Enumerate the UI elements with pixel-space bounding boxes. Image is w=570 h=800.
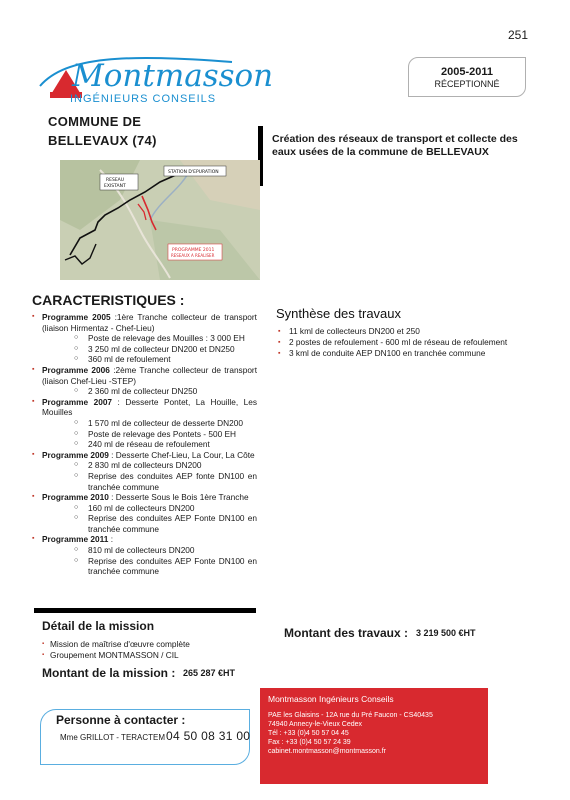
programme-item <box>32 492 257 534</box>
programme-item <box>32 397 257 450</box>
synthese-item: ▪ 2 postes de refoulement - 600 ml de réseau de refoulement <box>278 337 538 348</box>
company-box <box>260 688 488 784</box>
company-tel: Tél : +33 (0)4 50 57 04 45 <box>268 730 349 737</box>
mission-amount: 265 287 €HT <box>183 668 236 678</box>
commune-line1: COMMUNE DE <box>48 114 142 129</box>
sub-item: ○ 360 ml de refoulement <box>74 354 257 365</box>
sub-item: ○ Reprise des conduites AEP Fonte DN100 en tranchée commune <box>74 513 257 534</box>
synthese-item: ▪ 11 kml de collecteurs DN200 et 250 <box>278 326 538 337</box>
project-map <box>60 160 260 280</box>
sub-item: ○ 3 250 ml de collecteur DN200 et DN250 <box>74 344 257 355</box>
programme-item <box>32 365 257 397</box>
characteristics-heading: CARACTERISTIQUES : <box>32 292 185 308</box>
mission-divider <box>34 608 256 613</box>
company-address1: PAE les Glaisins - 12A rue du Pré Faucon - CS40435 <box>268 712 433 719</box>
sub-item: ○ 2 360 ml de collecteur DN250 <box>74 386 257 397</box>
contact-phone: 04 50 08 31 00 <box>166 729 251 743</box>
mission-item: ▪ Groupement MONTMASSON / CIL <box>42 650 257 661</box>
status-box <box>408 57 526 97</box>
company-address2: 74940 Annecy-le-Vieux Cedex <box>268 721 363 728</box>
map-label-reseaux: RESEAUX A REALISER <box>171 253 215 258</box>
logo-subtitle: INGÉNIEURS CONSEILS <box>70 93 217 105</box>
programme-label: Programme 2007 <box>42 396 113 407</box>
sub-item: ○ Poste de relevage des Mouilles : 3 000 EH <box>74 333 257 344</box>
synthese-heading: Synthèse des travaux <box>276 306 402 321</box>
sub-item: ○ Poste de relevage des Pontets - 500 EH <box>74 429 257 440</box>
programme-text: : Desserte Pontet, La Houille, Les Mouilles <box>42 396 258 418</box>
sub-item: ○ Reprise des conduites AEP Fonte DN100 en tranchée commune <box>74 556 257 577</box>
map-label-existant: EXISTANT <box>104 184 126 189</box>
project-years: 2005-2011 <box>441 66 493 78</box>
programme-text: :1ère Tranche collecteur de transport (liaison Hirmentaz - Chef-Lieu) <box>42 312 257 333</box>
map-label-reseau: RESEAU <box>106 178 125 183</box>
mission-item: ▪ Mission de maîtrise d'œuvre complète <box>42 639 257 650</box>
sub-item: ○ 2 830 ml de collecteurs DN200 <box>74 460 257 471</box>
commune-line2: BELLEVAUX (74) <box>48 133 157 148</box>
programme-label: Programme 2009 <box>42 449 109 460</box>
sub-item: ○ 810 ml de collecteurs DN200 <box>74 545 257 556</box>
project-title: Création des réseaux de transport et collecte des eaux usées de la commune de BELLEVAUX <box>272 133 518 158</box>
mission-heading: Détail de la mission <box>42 619 155 633</box>
sub-item: ○ 160 ml de collecteurs DN200 <box>74 503 257 514</box>
company-email[interactable]: cabinet.montmasson@montmasson.fr <box>268 748 386 755</box>
programme-item <box>32 534 257 576</box>
programme-text: : Desserte Chef-Lieu, La Cour, La Côte <box>108 449 255 460</box>
travaux-amount-label: Montant des travaux : <box>284 626 409 640</box>
programme-text: : <box>108 534 114 545</box>
synthese-item: ▪ 3 kml de conduite AEP DN100 en tranchée commune <box>278 348 538 359</box>
programme-item <box>32 312 257 365</box>
programme-text: : Desserte Sous le Bois 1ère Tranche <box>108 492 249 503</box>
project-status: RÉCEPTIONNÉ <box>434 79 500 89</box>
map-label-station: STATION D'EPURATION <box>168 170 219 175</box>
page-number: 251 <box>507 28 528 42</box>
contact-heading: Personne à contacter : <box>56 713 186 727</box>
logo-wordmark: Montmasson <box>72 58 274 94</box>
sub-item: ○ Reprise des conduites AEP fonte DN100 en tranchée commune <box>74 471 257 492</box>
programme-item <box>32 450 257 492</box>
programme-label: Programme 2011 <box>42 534 109 545</box>
commune-title <box>48 112 157 150</box>
map-label-programme: PROGRAMME 2011 <box>172 248 215 253</box>
contact-name: Mme GRILLOT - TERACTEM <box>60 733 166 742</box>
characteristics-list <box>32 312 257 577</box>
sub-item: ○ 240 ml de réseau de refoulement <box>74 439 257 450</box>
programme-label: Programme 2005 <box>42 312 111 322</box>
programme-text: :2ème Tranche collecteur de transport (liaison Chef-Lieu -STEP) <box>42 364 257 386</box>
synthese-list <box>278 326 538 359</box>
mission-list <box>42 639 257 660</box>
mission-amount-label: Montant de la mission : <box>42 666 176 680</box>
programme-label: Programme 2010 <box>42 492 109 503</box>
sub-item: ○ 1 570 ml de collecteur de desserte DN200 <box>74 418 257 429</box>
programme-label: Programme 2006 <box>42 364 110 375</box>
company-fax: Fax : +33 (0)4 50 57 24 39 <box>268 739 351 746</box>
company-name: Montmasson Ingénieurs Conseils <box>268 694 394 704</box>
travaux-amount: 3 219 500 €HT <box>416 628 476 638</box>
